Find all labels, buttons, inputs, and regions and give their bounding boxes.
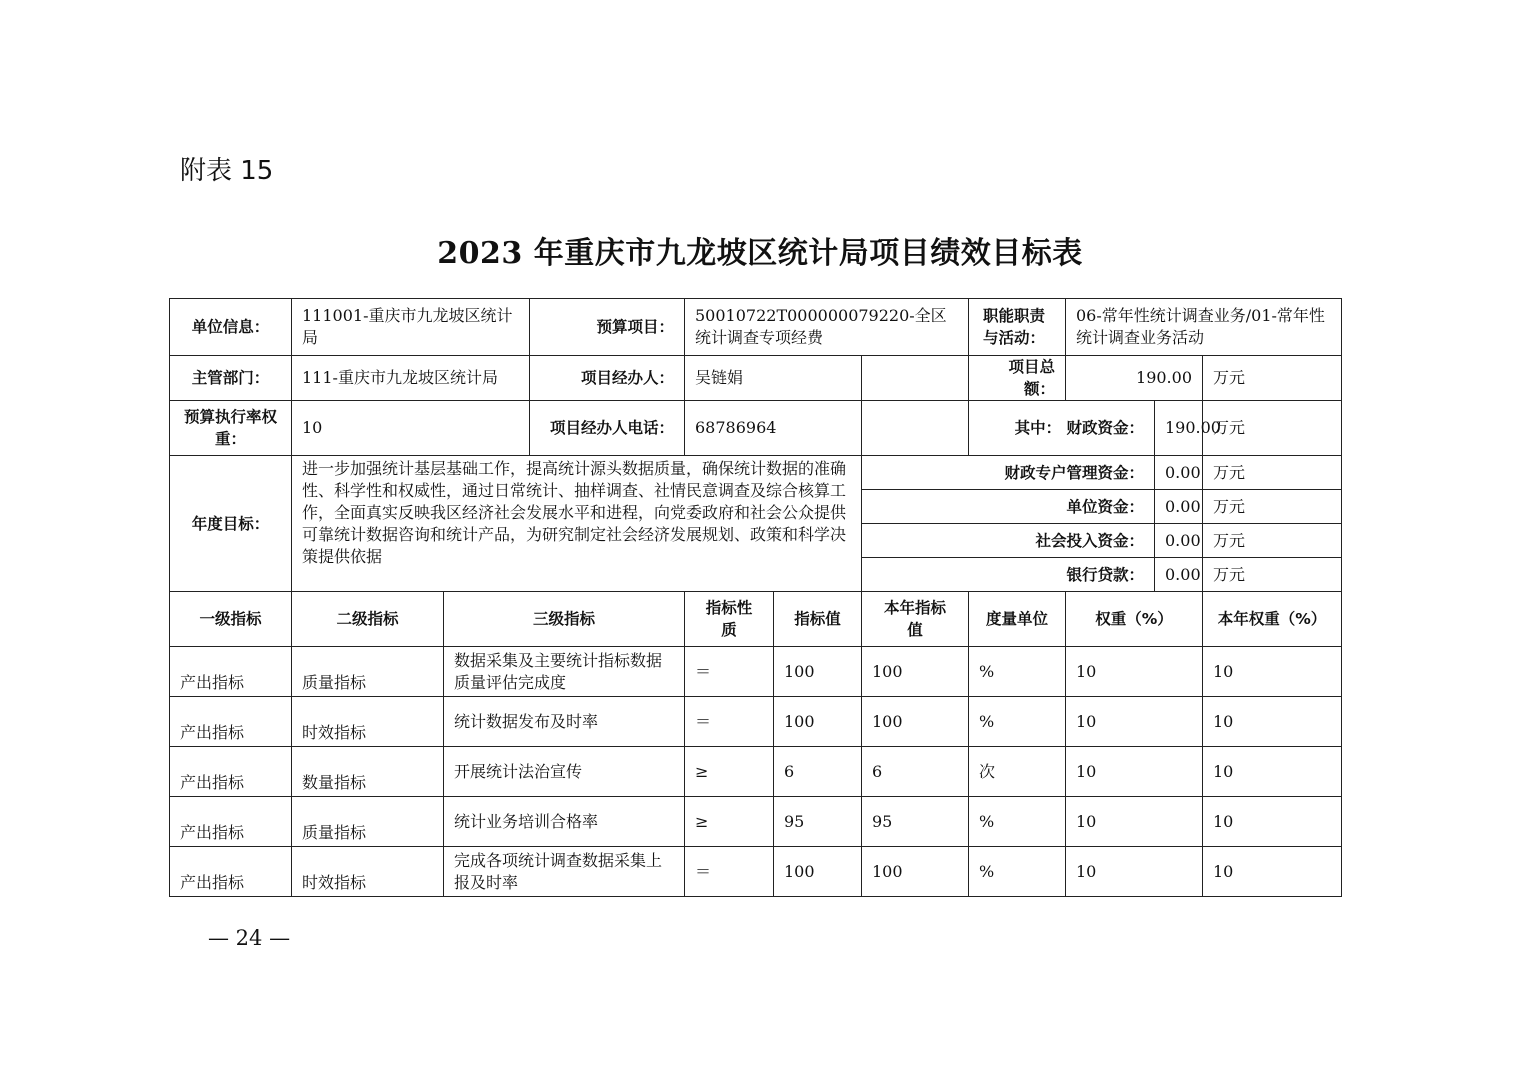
goal-row: [170, 456, 1342, 490]
header-l2: 二级指标: [292, 592, 444, 647]
indicator-op: ＝: [685, 697, 774, 747]
indicator-l3: 数据采集及主要统计指标数据质量评估完成度: [444, 647, 685, 697]
indicator-unit: %: [969, 647, 1066, 697]
fund-value: 0.00: [1155, 524, 1203, 558]
fund-unit: 万元: [1203, 524, 1342, 558]
empty-cell: [862, 401, 969, 456]
indicator-row: [170, 747, 1342, 797]
fund-unit: 万元: [1203, 490, 1342, 524]
function-label: 职能职责与活动：: [969, 299, 1066, 356]
indicator-l1: 产出指标: [170, 697, 292, 747]
indicator-l2: 时效指标: [292, 697, 444, 747]
indicator-unit: %: [969, 797, 1066, 847]
manager-label: 项目经办人：: [530, 356, 685, 401]
indicator-weight: 10: [1066, 797, 1203, 847]
indicator-l2: 质量指标: [292, 647, 444, 697]
indicator-weight: 10: [1066, 747, 1203, 797]
fund-unit: 万元: [1203, 456, 1342, 490]
indicator-op: ≥: [685, 797, 774, 847]
unit-info-row: [170, 299, 1342, 356]
indicator-op: ＝: [685, 847, 774, 897]
indicator-unit: %: [969, 697, 1066, 747]
fund-value: 0.00: [1155, 456, 1203, 490]
indicator-year-weight: 10: [1203, 747, 1342, 797]
fund-value: 0.00: [1155, 490, 1203, 524]
indicator-unit: %: [969, 847, 1066, 897]
indicator-year-weight: 10: [1203, 847, 1342, 897]
function-value: 06-常年性统计调查业务/01-常年性统计调查业务活动: [1066, 299, 1342, 356]
unit-label: 单位信息：: [170, 299, 292, 356]
header-unit: 度量单位: [969, 592, 1066, 647]
indicator-weight: 10: [1066, 847, 1203, 897]
goal-label: 年度目标：: [170, 456, 292, 592]
indicator-year-value: 100: [862, 697, 969, 747]
fund-label: 财政专户管理资金：: [862, 456, 1155, 490]
indicator-value: 6: [774, 747, 862, 797]
page-number: — 24 —: [208, 926, 291, 950]
indicator-year-weight: 10: [1203, 697, 1342, 747]
indicator-year-value: 100: [862, 647, 969, 697]
department-row: [170, 356, 1342, 401]
fund-value: 0.00: [1155, 558, 1203, 592]
header-l3: 三级指标: [444, 592, 685, 647]
annex-label: 附表 15: [180, 156, 274, 186]
indicator-l1: 产出指标: [170, 847, 292, 897]
manager-value: 吴链娟: [685, 356, 862, 401]
indicator-row: [170, 647, 1342, 697]
indicator-row: [170, 697, 1342, 747]
indicator-op: ＝: [685, 647, 774, 697]
indicator-l2: 数量指标: [292, 747, 444, 797]
fund-unit: 万元: [1203, 558, 1342, 592]
indicator-row: [170, 847, 1342, 897]
empty-cell: [862, 356, 969, 401]
indicator-value: 100: [774, 697, 862, 747]
indicator-year-weight: 10: [1203, 797, 1342, 847]
indicator-value: 100: [774, 847, 862, 897]
total-label: 项目总额：: [969, 356, 1066, 401]
rate-label: 预算执行率权重：: [170, 401, 292, 456]
fund-label: 银行贷款：: [862, 558, 1155, 592]
indicator-weight: 10: [1066, 647, 1203, 697]
fund-label: 社会投入资金：: [862, 524, 1155, 558]
indicator-row: [170, 797, 1342, 847]
indicator-year-value: 100: [862, 847, 969, 897]
page-title: 2023 年重庆市九龙坡区统计局项目绩效目标表: [437, 236, 1083, 271]
header-l1: 一级指标: [170, 592, 292, 647]
indicator-weight: 10: [1066, 697, 1203, 747]
indicator-header-row: [170, 592, 1342, 647]
indicator-l3: 完成各项统计调查数据采集上报及时率: [444, 847, 685, 897]
fiscal-value: 190.00: [1155, 401, 1203, 456]
fund-label: 单位资金：: [862, 490, 1155, 524]
total-value: 190.00: [1066, 356, 1203, 401]
dept-label: 主管部门：: [170, 356, 292, 401]
indicator-value: 95: [774, 797, 862, 847]
header-weight: 权重（%）: [1066, 592, 1203, 647]
indicator-l3: 统计业务培训合格率: [444, 797, 685, 847]
indicator-l2: 质量指标: [292, 797, 444, 847]
indicator-op: ≥: [685, 747, 774, 797]
phone-label: 项目经办人电话：: [530, 401, 685, 456]
indicator-value: 100: [774, 647, 862, 697]
indicator-l1: 产出指标: [170, 647, 292, 697]
total-unit: 万元: [1203, 356, 1342, 401]
rate-row: [170, 401, 1342, 456]
unit-value: 111001-重庆市九龙坡区统计局: [292, 299, 530, 356]
fiscal-label: 其中： 财政资金：: [969, 401, 1155, 456]
indicator-year-value: 6: [862, 747, 969, 797]
indicator-unit: 次: [969, 747, 1066, 797]
rate-value: 10: [292, 401, 530, 456]
header-nature: 指标性质: [685, 592, 774, 647]
indicator-l3: 开展统计法治宣传: [444, 747, 685, 797]
header-value: 指标值: [774, 592, 862, 647]
indicator-year-value: 95: [862, 797, 969, 847]
phone-value: 68786964: [685, 401, 862, 456]
indicator-l1: 产出指标: [170, 797, 292, 847]
dept-value: 111-重庆市九龙坡区统计局: [292, 356, 530, 401]
budget-item-label: 预算项目：: [530, 299, 685, 356]
indicator-l1: 产出指标: [170, 747, 292, 797]
budget-item-value: 50010722T000000079220-全区统计调查专项经费: [685, 299, 969, 356]
header-year-value: 本年指标值: [862, 592, 969, 647]
header-year-weight: 本年权重（%）: [1203, 592, 1342, 647]
fiscal-unit: 万元: [1203, 401, 1342, 456]
goal-text: 进一步加强统计基层基础工作，提高统计源头数据质量，确保统计数据的准确性、科学性和权威性，通过日常统计、抽样调查、社情民意调查及综合核算工作，全面真实反映我区经济社会发展水平和进程，向党委政府和社会公众提供可靠统计数据咨询和统计产品，为研究制定社会经济发展规划、政策和科学决策提供依据: [292, 456, 862, 592]
indicator-l3: 统计数据发布及时率: [444, 697, 685, 747]
indicator-l2: 时效指标: [292, 847, 444, 897]
indicator-year-weight: 10: [1203, 647, 1342, 697]
performance-table: [169, 298, 1342, 897]
